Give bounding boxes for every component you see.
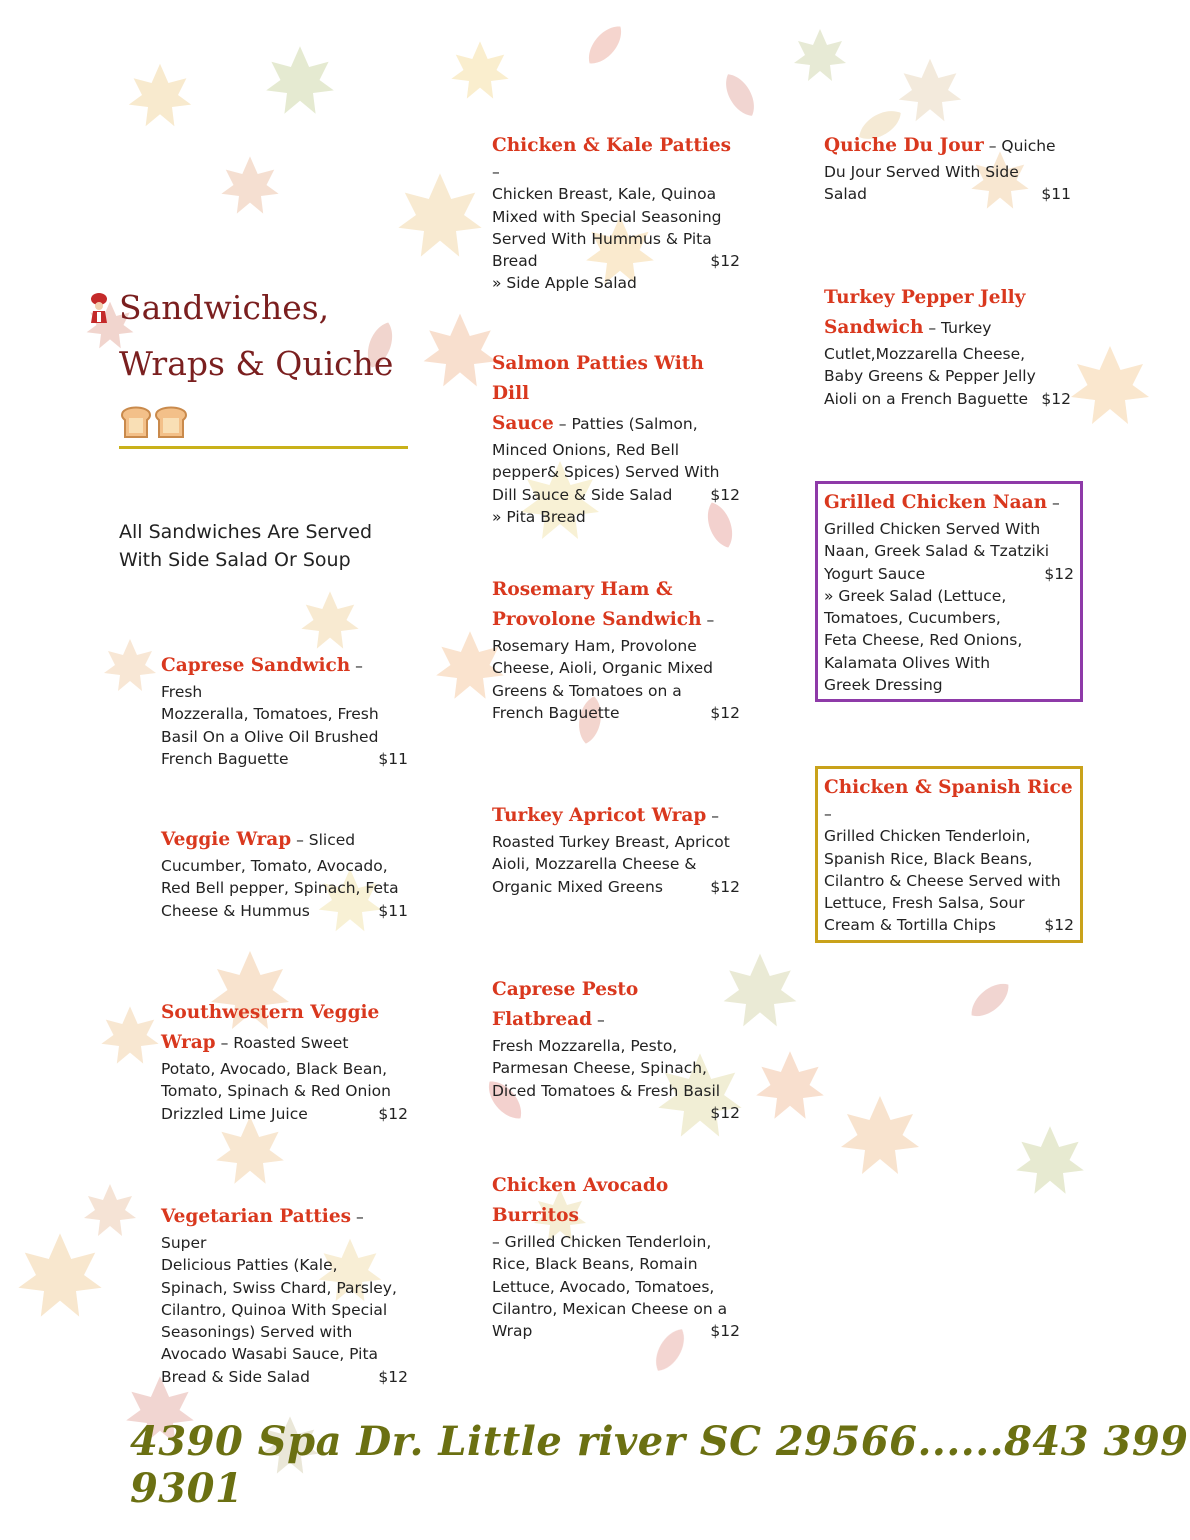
item-price: $12	[710, 877, 740, 896]
item-name: Quiche Du Jour	[824, 135, 984, 156]
item-price: $12	[378, 1104, 408, 1123]
item-price: $12	[710, 1103, 740, 1122]
menu-item-caprese-sandwich: Caprese Sandwich – Fresh Mozzeralla, Tomatoes, Fresh Basil On a Olive Oil Brushed French Baguette $11	[161, 651, 408, 770]
section-title-line1: Sandwiches,	[119, 288, 330, 327]
item-price: $12	[378, 1367, 408, 1386]
footer-address-phone: 4390 Spa Dr. Little river SC 29566......843 399 9301	[130, 1418, 1189, 1512]
intro-text: All Sandwiches Are Served With Side Salad Or Soup	[119, 521, 373, 571]
item-name: Veggie Wrap	[161, 829, 292, 850]
item-price: $12	[1041, 389, 1071, 408]
item-price: $12	[710, 1322, 740, 1341]
item-name: Chicken Avocado Burritos	[492, 1175, 669, 1226]
menu-item-chicken-avocado-burritos: Chicken Avocado Burritos – Grilled Chicken Tenderloin, Rice, Black Beans, Romain Lettuce, Avocado, Tomatoes, Cilantro, Mexican Cheese on a Wrap $12	[492, 1171, 740, 1342]
menu-item-rosemary-ham-provolone: Rosemary Ham & Provolone Sandwich – Rosemary Ham, Provolone Cheese, Aioli, Organic Mixed Greens & Tomatoes on a French Baguette $12	[492, 575, 740, 724]
item-name: Salmon Patties With Dill	[492, 353, 704, 404]
item-price: $12	[710, 252, 740, 271]
item-name: Vegetarian Patties	[161, 1206, 352, 1227]
menu-item-chicken-kale-patties: Chicken & Kale Patties – Chicken Breast, Kale, Quinoa Mixed with Special Seasoning Served With Hummus & Pita Bread $12 » Side Apple Salad	[492, 135, 740, 293]
menu-item-vegetarian-patties: Vegetarian Patties – Super Delicious Patties (Kale, Spinach, Swiss Chard, Parsley, Cilantro, Quinoa With Special Seasonings) Served with Avocado Wasabi Sauce, Pita Bread & Side Salad $12	[161, 1202, 408, 1388]
item-name: Chicken & Kale Patties	[492, 135, 732, 156]
item-name: Southwestern Veggie	[161, 1002, 380, 1023]
item-name: Caprese Pesto Flatbread	[492, 979, 639, 1030]
item-price: $12	[1044, 916, 1074, 935]
item-price: $11	[378, 749, 408, 768]
item-price: $12	[1044, 564, 1074, 583]
menu-item-chicken-spanish-rice: Chicken & Spanish Rice – Grilled Chicken Tenderloin, Spanish Rice, Black Beans, Cilantro & Cheese Served with Lettuce, Fresh Salsa, Sour Cream & Tortilla Chips $12	[815, 766, 1083, 943]
item-price: $11	[378, 901, 408, 920]
menu-item-grilled-chicken-naan: Grilled Chicken Naan – Grilled Chicken Served With Naan, Greek Salad & Tzatziki Yogurt Sauce $12 » Greek Salad (Lettuce, Tomatoes, Cucumbers, Feta Cheese, Red Onions, Kalamata Olives With Greek Dressing	[815, 481, 1083, 702]
item-name: Chicken & Spanish Rice	[824, 777, 1073, 798]
chef-icon	[88, 292, 110, 328]
menu-item-veggie-wrap: Veggie Wrap – Sliced Cucumber, Tomato, Avocado, Red Bell pepper, Spinach, Feta Cheese & Hummus $11	[161, 825, 408, 922]
item-price: $11	[1041, 185, 1071, 204]
item-name: Grilled Chicken Naan	[824, 492, 1048, 513]
menu-item-southwestern-veggie-wrap: Southwestern Veggie Wrap – Roasted Sweet Potato, Avocado, Black Bean, Tomato, Spinach & Red Onion Drizzled Lime Juice $12	[161, 998, 408, 1125]
item-name: Turkey Pepper Jelly	[824, 287, 1026, 308]
menu-item-caprese-pesto-flatbread: Caprese Pesto Flatbread – Fresh Mozzarella, Pesto, Parmesan Cheese, Spinach, Diced Tomatoes & Fresh Basil $12	[492, 975, 740, 1124]
item-price: $12	[710, 703, 740, 722]
item-name: Caprese Sandwich	[161, 655, 351, 676]
menu-item-salmon-patties: Salmon Patties With Dill Sauce – Patties (Salmon, Minced Onions, Red Bell pepper& Spices) Served With Dill Sauce & Side Salad $12 » Pita Bread	[492, 353, 740, 526]
menu-item-turkey-apricot-wrap: Turkey Apricot Wrap – Roasted Turkey Breast, Apricot Aioli, Mozzarella Cheese & Organic Mixed Greens $12	[492, 801, 740, 898]
menu-item-turkey-pepper-jelly: Turkey Pepper Jelly Sandwich – Turkey Cutlet,Mozzarella Cheese, Baby Greens & Pepper Jelly Aioli on a French Baguette $12	[824, 283, 1071, 410]
section-title-line2: Wraps & Quiche	[119, 344, 394, 383]
menu-item-quiche-du-jour: Quiche Du Jour – Quiche Du Jour Served With Side Salad $11	[824, 131, 1071, 206]
bread-slices-icon	[119, 405, 189, 443]
item-name: Turkey Apricot Wrap	[492, 805, 707, 826]
title-underline	[119, 446, 408, 449]
item-price: $12	[710, 485, 740, 504]
item-name: Rosemary Ham &	[492, 579, 673, 600]
